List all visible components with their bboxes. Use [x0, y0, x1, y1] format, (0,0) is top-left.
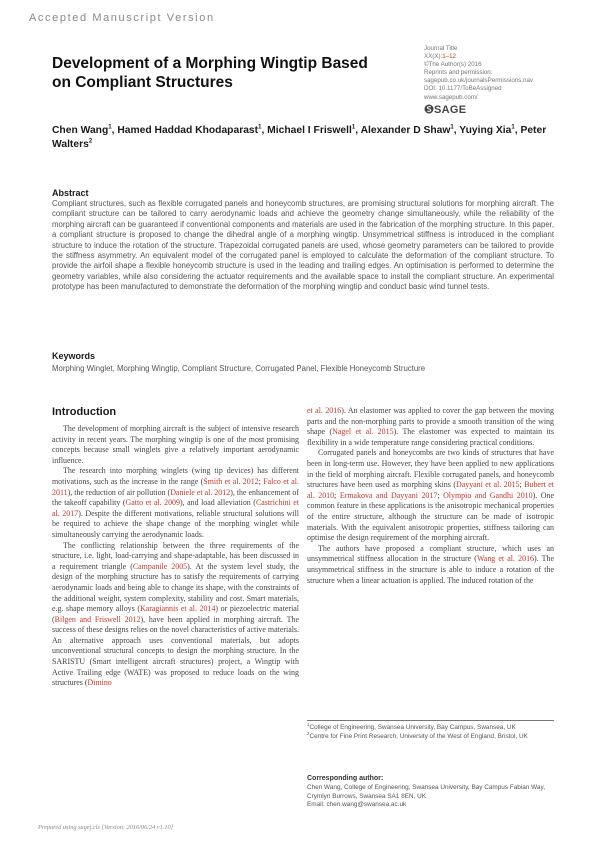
affiliation-text: Centre for Fine Print Research, University of the West of England, Bristol, UK: [309, 732, 528, 740]
body-text: The authors have proposed a compliant structure, which uses an unsymmetrical stiffness allocation in the structure (: [307, 543, 554, 564]
journal-permissions: sagepub.co.uk/journalsPermissions.nav: [424, 77, 534, 85]
citation-link[interactable]: Dimino: [87, 678, 112, 688]
manuscript-label: Accepted Manuscript Version: [29, 12, 215, 24]
paragraph: [52, 424, 299, 466]
body-text: ), the reduction of air pollution (: [67, 487, 171, 497]
author-affiliation-mark: 1: [258, 124, 262, 131]
citation-link[interactable]: Falco et al. 2011: [52, 476, 299, 497]
body-text: ;: [519, 480, 525, 490]
affiliations: [307, 721, 554, 741]
body-text: ). The unsymmetrical stiffness in the structure is able to induce a rotation of the structure when a linear actuation is applied. The induced rotation of the: [307, 554, 554, 585]
citation-link[interactable]: Ermakova and Dayyani 2017: [339, 490, 438, 500]
author-name: Hamed Haddad Khodaparast$^1$: [117, 124, 262, 136]
citation-link[interactable]: Campanile 2005: [132, 561, 188, 571]
author-list: Chen Wang$^1$, Hamed Haddad Khodaparast$^1$, Michael I Friswell$^1$, Alexander D Shaw$^1$, Yuying Xia$^1$, Peter Walters$^2$: [52, 124, 547, 150]
citation-link[interactable]: Daniele et al. 2012: [170, 487, 231, 497]
journal-copyright: ©The Author(s) 2016: [424, 61, 482, 69]
keywords-heading: Keywords: [52, 351, 96, 361]
body-text: ). Despite the different motivations, reliable structural solutions will be required to achieve the shape change of the morphing winglet while simultaneously carrying the aerodynamic loads.: [52, 508, 299, 539]
paragraph: [307, 448, 554, 543]
body-text: ;: [334, 490, 340, 500]
journal-volume: XX(X):1–12: [424, 53, 456, 61]
citation-link[interactable]: Wang et al. 2016: [476, 554, 535, 564]
journal-pages-link[interactable]: 1–12: [442, 53, 456, 61]
body-text: ). At the system level study, the design of the morphing structure has to satisfy the requirements of carrying aerodynamic loads and being able to change its shape, with the constraints of the additional weight, system complexity, stability and cost. Smart materials, e.g. shape memory alloys (: [52, 561, 299, 614]
body-text: ), the enhancement of the takeoff capability (: [52, 487, 299, 508]
corresponding-email[interactable]: Email: chen.wang@swansea.ac.uk: [307, 801, 407, 809]
author-name: Alexander D Shaw$^1$: [360, 124, 454, 136]
journal-title: Journal Title: [424, 45, 458, 52]
paragraph: [52, 541, 299, 689]
author-affiliation-mark: 2: [88, 138, 93, 145]
keywords-text: Morphing Winglet, Morphing Wingtip, Compliant Structure, Corrugated Panel, Flexible Honeycomb Structure: [52, 364, 426, 373]
affiliation-text: College of Engineering, Swansea University, Bay Campus, Swansea, UK: [309, 724, 516, 731]
body-text: The development of morphing aircraft is the subject of intensive research activity in recent years. The morphing wingtip is one of the most promising concepts because small winglets give a relatively important aerodynamic influence.: [52, 424, 299, 465]
abstract-heading: Abstract: [52, 188, 89, 198]
affiliation-number: 2: [307, 730, 310, 736]
citation-link[interactable]: Smith et al. 2012: [203, 476, 259, 486]
author-affiliation-mark: 1: [511, 124, 515, 131]
author-name: Yuying Xia$^1$: [459, 124, 515, 136]
author-name: Michael I Friswell$^1$: [267, 124, 356, 136]
affiliation-number: 1: [307, 721, 310, 727]
footnote-divider: [307, 720, 554, 721]
citation-link[interactable]: Nagel et al. 2015: [332, 427, 394, 437]
sage-logo: SAGE: [424, 104, 466, 116]
body-text: ), have been applied in morphing aircraft. The success of these designs relies on the novel characteristics of active materials. An alternative approach uses conventional materials, but adopts unconventional structural concepts to design the morphing structure. In the SARISTU (Smart intelligent aircraft structures) project, a Wingtip with Active Trailing edge (WATE) was proposed to reduce loads on the wing structures (: [52, 614, 299, 688]
corresponding-details: [307, 784, 554, 810]
paper-title: Development of a Morphing Wingtip Based on Compliant Structures: [52, 55, 368, 91]
author-name: Peter Walters$^2$: [52, 125, 547, 150]
citation-link[interactable]: Bubert et al. 2010: [307, 480, 554, 500]
corresponding-address: Chen Wang, College of Engineering, Swansea University, Bay Campus Fabian Way, Crymlyn Burrows, Swansea SA1 8EN, UK: [307, 784, 545, 800]
body-text: ;: [258, 476, 264, 486]
body-text: The research into morphing winglets (wing tip devices) has different motivations, such as the increase in the range (: [52, 466, 299, 486]
body-text: ;: [437, 490, 444, 500]
citation-link[interactable]: Bilgen and Friswell 2012: [54, 614, 141, 624]
paragraph: [307, 544, 554, 586]
citation-link[interactable]: et al. 2016: [307, 406, 342, 415]
abstract-text: Compliant structures, such as flexible corrugated panels and honeycomb structures, are promising structural solutions for morphing aircraft. The compliant structure can be tailored to carry aerodynamic loads and achieve the geometry change simultaneously, while the reliability of the morphing aircraft can be guaranteed if conventional components and materials are used in the fabrication of the morphing structure. In this paper, a compliant structure is proposed to change the dihedral angle of a morphing wingtip. Unsymmetrical stiffness is introduced in the compliant structure to induce the rotation of the structure. Trapezoidal corrugated panels are used, whose geometry parameters can be tailored to provide the stiffness asymmetry. An equivalent model of the corrugated panel is employed to calculate the deformation of the compliant structure. To provide the airfoil shape a flexible honeycomb structure is used in the leading and trailing edges. An optimisation is performed to determine the geometry variables, while also considering the actuator requirements and the available space to install the compliant structure. An experimental prototype has been manufactured to demonstrate the deformation of the morphing wingtip and conduct basic wind tunnel tests.: [52, 199, 554, 292]
author-name: Chen Wang$^1$: [52, 124, 112, 136]
sage-logo-icon: [424, 104, 434, 114]
citation-link[interactable]: Gatto et al. 2009: [125, 498, 180, 508]
body-text: The conflicting relationship between the three requirements of the structure, i.e. light, load-carrying and shape-adaptable, has been discussed in a requirement triangle (: [52, 540, 299, 571]
introduction-heading: Introduction: [52, 406, 117, 418]
affiliation-item: [307, 730, 554, 742]
citation-link[interactable]: Olympio and Gandhi 2010: [443, 490, 533, 500]
paragraph: [52, 466, 299, 540]
body-text: ), and load alleviation (: [179, 498, 256, 508]
author-affiliation-mark: 1: [450, 124, 454, 131]
author-affiliation-mark: 1: [108, 124, 112, 131]
body-text: Corrugated panels and honeycombs are two kinds of structures that have been in long-term use. However, they have been applied to new applications in the field of morphing aircraft. Flexible corrugated panels, and honeycomb structures have been used as morphing skins (: [307, 448, 554, 490]
journal-reprints: Reprints and permission:: [424, 69, 493, 77]
journal-doi: DOI: 10.1177/ToBeAssigned: [424, 85, 502, 93]
corresponding-heading: Corresponding author:: [307, 775, 384, 782]
citation-link[interactable]: Karagiannis et al. 2014: [139, 604, 216, 614]
body-text: ) or piezoelectric material (: [52, 604, 299, 624]
page-footer: Prepared using sagej.cls [Version: 2016/06/24 v1.10]: [38, 824, 174, 831]
body-text: ). An elastomer was applied to cover the gap between the moving parts and the non-morphing parts to provide a smooth transition of the wing shape (: [307, 406, 554, 437]
left-column: [52, 424, 299, 689]
citation-link[interactable]: Castrichini et al. 2017: [52, 498, 300, 518]
journal-info: [424, 45, 574, 102]
journal-website: www.sagepub.com/: [424, 93, 478, 101]
paragraph: [307, 406, 554, 448]
body-text: ). The elastomer was expected to maintain its flexibility in a wide temperature range considering practical conditions.: [307, 427, 554, 447]
body-text: ). One common feature in these applications is the anisotropic mechanical properties of the entire structure, although the structure can be made of isotropic materials. With the equivalent anisotropic properties, stiffness tailoring can optimise the design requirement of the morphing aircraft.: [307, 490, 554, 543]
right-column: [307, 406, 554, 586]
author-affiliation-mark: 1: [351, 124, 356, 131]
citation-link[interactable]: Dayyani et al. 2015: [455, 480, 520, 490]
